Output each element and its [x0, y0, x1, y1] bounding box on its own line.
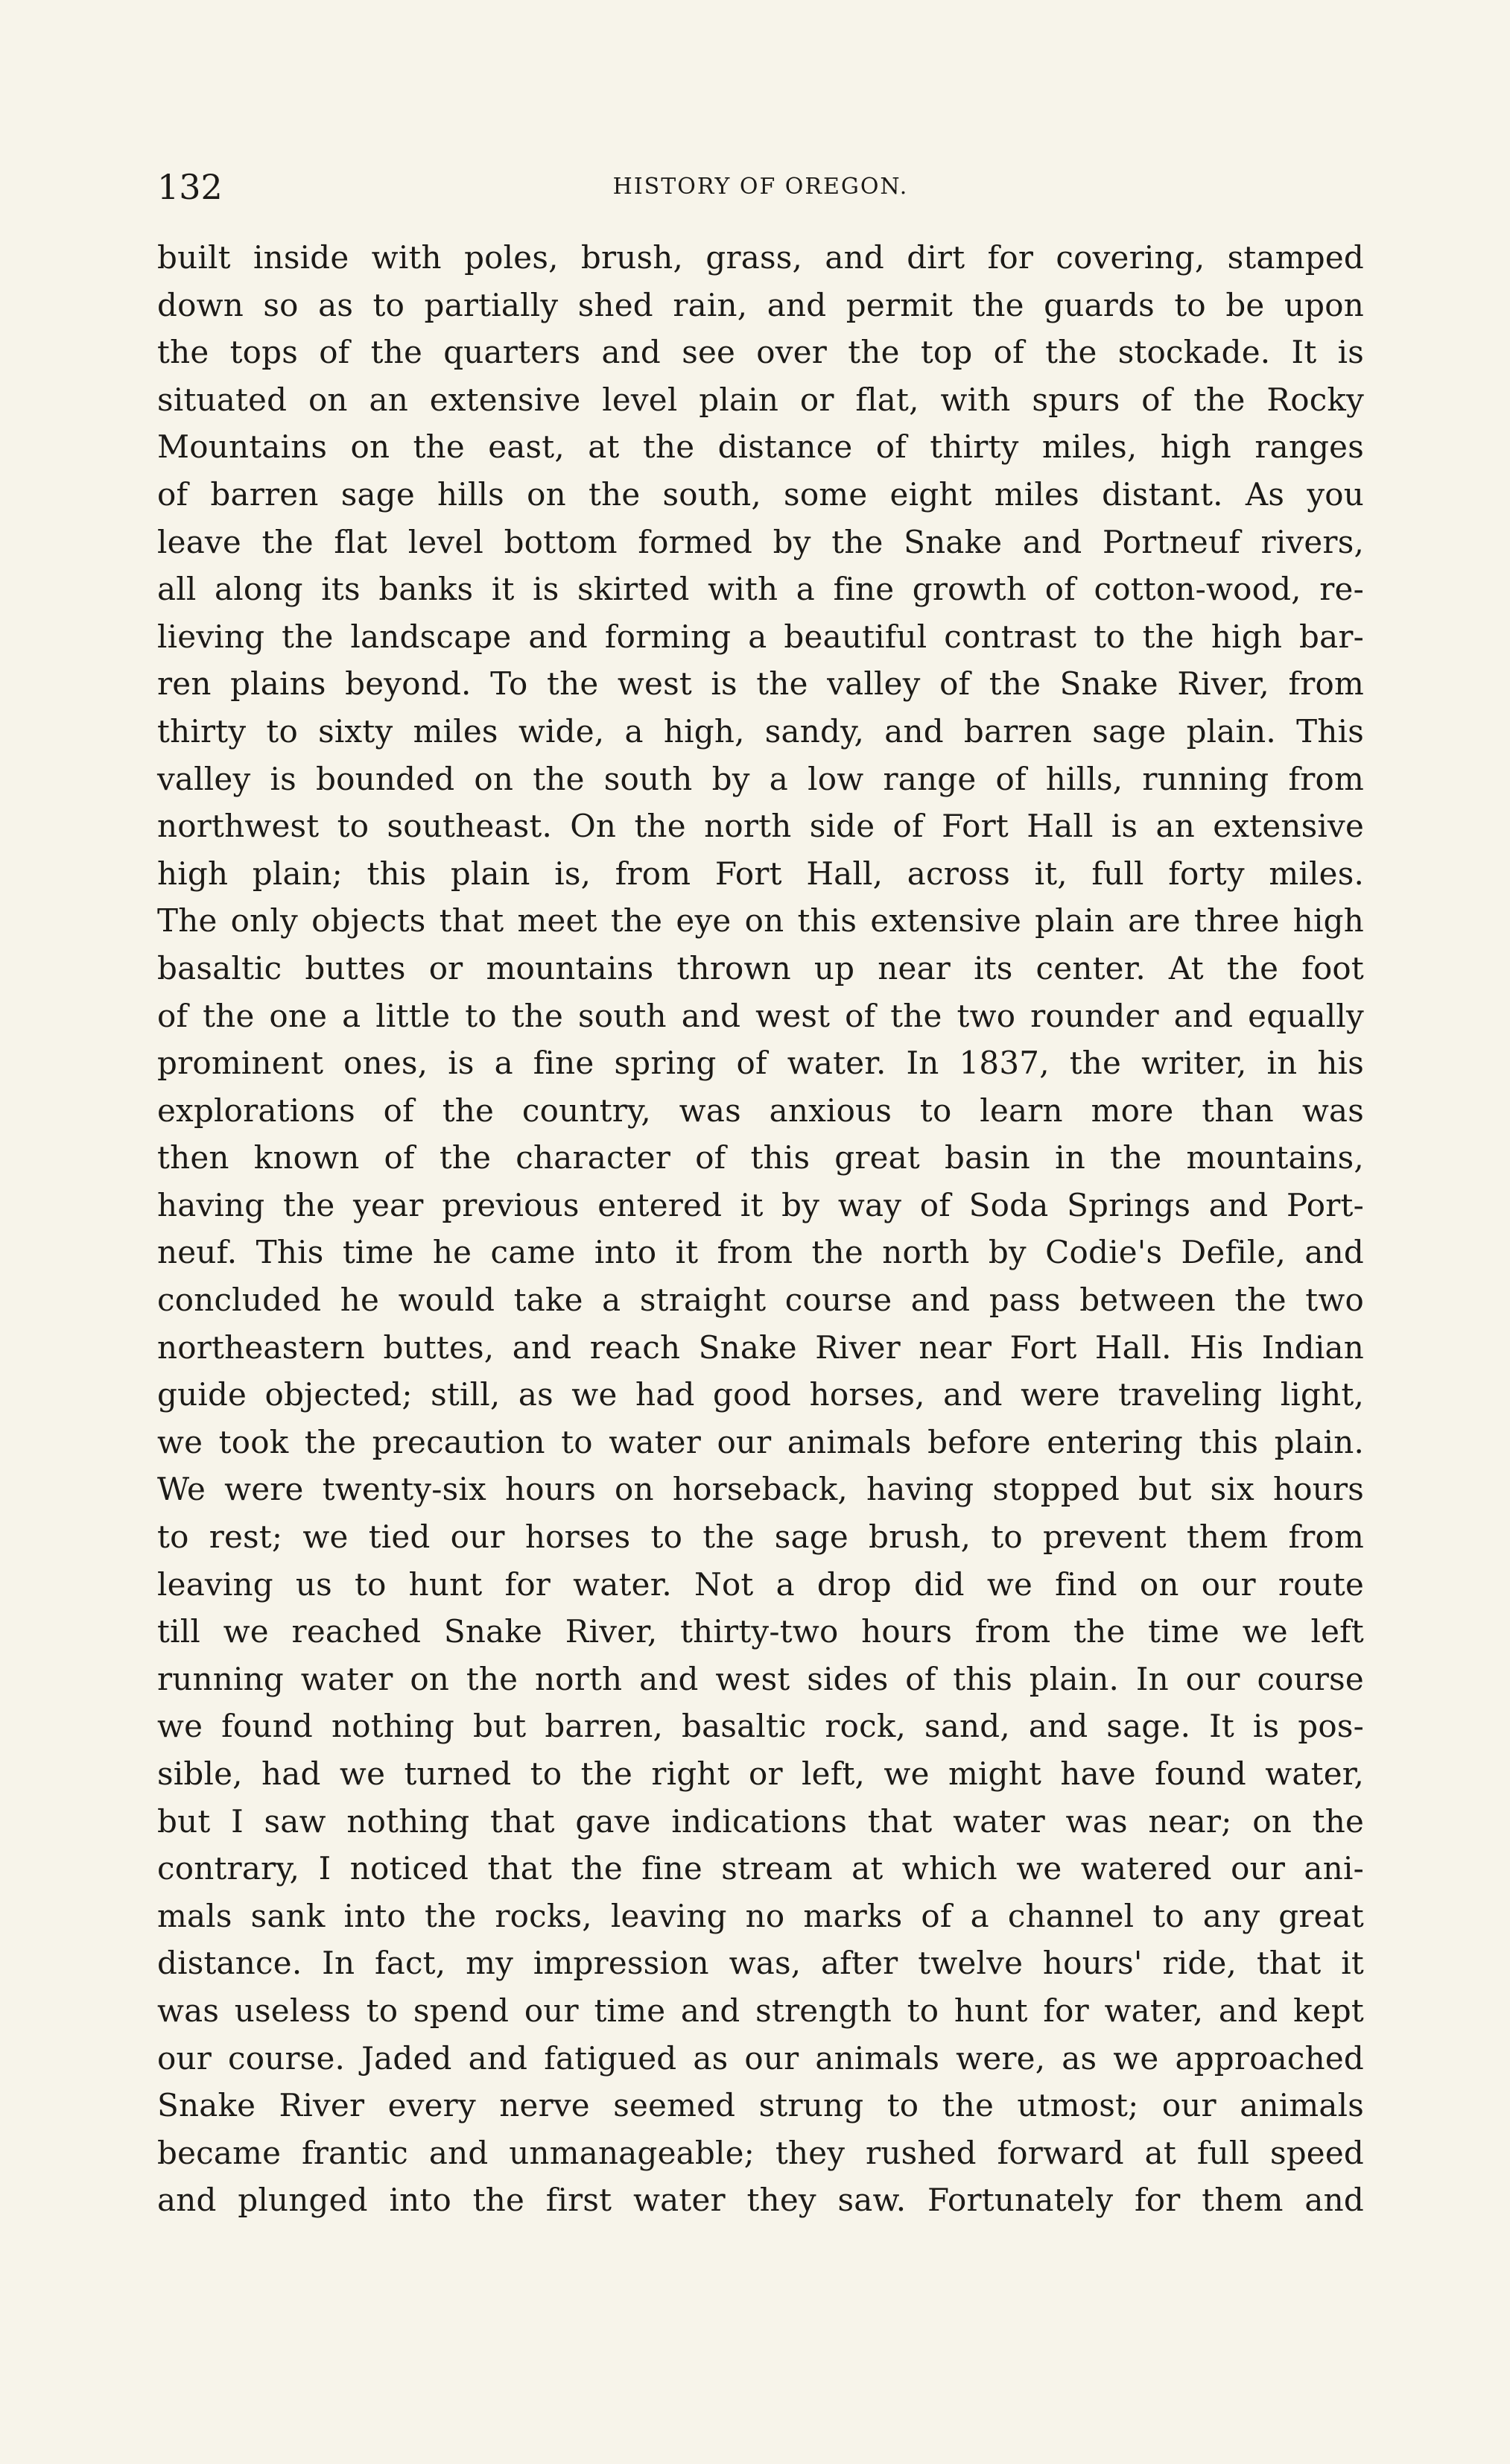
- text-line: situated on an extensive level plain or flat, with spurs of the Rocky: [157, 381, 1364, 418]
- text-line: all along its banks it is skirted with a fine growth of cotton-wood, re-: [157, 571, 1364, 608]
- text-line: down so as to partially shed rain, and permit the guards to be upon: [157, 286, 1364, 323]
- text-line: valley is bounded on the south by a low range of hills, running from: [157, 760, 1364, 797]
- text-line: our course. Jaded and fatigued as our animals were, as we approached: [157, 2039, 1364, 2077]
- text-line: to rest; we tied our horses to the sage brush, to prevent them from: [157, 1518, 1364, 1556]
- text-line: of the one a little to the south and west of the two rounder and equally: [157, 997, 1364, 1034]
- text-line: northeastern buttes, and reach Snake River near Fort Hall. His Indian: [157, 1328, 1364, 1366]
- text-line: but I saw nothing that gave indications that water was near; on the: [157, 1802, 1364, 1840]
- text-line: contrary, I noticed that the fine stream at which we watered our ani-: [157, 1850, 1364, 1887]
- text-line: having the year previous entered it by way of Soda Springs and Port-: [157, 1186, 1364, 1223]
- page-header: [157, 161, 1364, 213]
- text-line: neuf. This time he came into it from the north by Codie's Defile, and: [157, 1234, 1364, 1271]
- text-line: We were twenty-six hours on horseback, having stopped but six hours: [157, 1471, 1364, 1508]
- text-line: prominent ones, is a fine spring of water. In 1837, the writer, in his: [157, 1045, 1364, 1082]
- text-line: sible, had we turned to the right or left, we might have found water,: [157, 1755, 1364, 1792]
- text-line: The only objects that meet the eye on this extensive plain are three high: [157, 902, 1364, 940]
- text-line: built inside with poles, brush, grass, and dirt for covering, stamped: [157, 239, 1364, 276]
- text-line: then known of the character of this great basin in the mountains,: [157, 1139, 1364, 1176]
- text-line: Mountains on the east, at the distance of thirty miles, high ranges: [157, 428, 1364, 466]
- text-line: of barren sage hills on the south, some eight miles distant. As you: [157, 475, 1364, 513]
- text-line: we took the precaution to water our animals before entering this plain.: [157, 1423, 1364, 1460]
- text-line: guide objected; still, as we had good horses, and were traveling light,: [157, 1376, 1364, 1413]
- text-line: lieving the landscape and forming a beautiful contrast to the high bar-: [157, 618, 1364, 655]
- text-line: the tops of the quarters and see over the top of the stockade. It is: [157, 334, 1364, 371]
- text-line: and plunged into the first water they saw. Fortunately for them and: [157, 2182, 1364, 2219]
- running-head: HISTORY OF OREGON.: [612, 174, 909, 200]
- text-line: explorations of the country, was anxious to learn more than was: [157, 1092, 1364, 1129]
- text-line: till we reached Snake River, thirty-two hours from the time we left: [157, 1613, 1364, 1650]
- text-line: high plain; this plain is, from Fort Hall, across it, full forty miles.: [157, 855, 1364, 892]
- text-line: ren plains beyond. To the west is the valley of the Snake River, from: [157, 665, 1364, 703]
- text-line: became frantic and unmanageable; they rushed forward at full speed: [157, 2134, 1364, 2171]
- text-line: Snake River every nerve seemed strung to the utmost; our animals: [157, 2087, 1364, 2124]
- body-text: [157, 234, 1364, 2224]
- text-line: distance. In fact, my impression was, after twelve hours' ride, that it: [157, 1945, 1364, 1982]
- text-line: leave the flat level bottom formed by the Snake and Portneuf rivers,: [157, 523, 1364, 560]
- text-line: thirty to sixty miles wide, a high, sandy, and barren sage plain. This: [157, 712, 1364, 750]
- text-line: concluded he would take a straight course and pass between the two: [157, 1282, 1364, 1319]
- page-number: 132: [157, 167, 223, 207]
- text-line: leaving us to hunt for water. Not a drop did we find on our route: [157, 1565, 1364, 1603]
- text-line: mals sank into the rocks, leaving no marks of a channel to any great: [157, 1897, 1364, 1934]
- text-line: northwest to southeast. On the north side of Fort Hall is an extensive: [157, 808, 1364, 845]
- text-line: we found nothing but barren, basaltic rock, sand, and sage. It is pos-: [157, 1708, 1364, 1745]
- text-line: was useless to spend our time and strength to hunt for water, and kept: [157, 1992, 1364, 2029]
- text-line: running water on the north and west sides of this plain. In our course: [157, 1660, 1364, 1697]
- text-line: basaltic buttes or mountains thrown up near its center. At the foot: [157, 949, 1364, 986]
